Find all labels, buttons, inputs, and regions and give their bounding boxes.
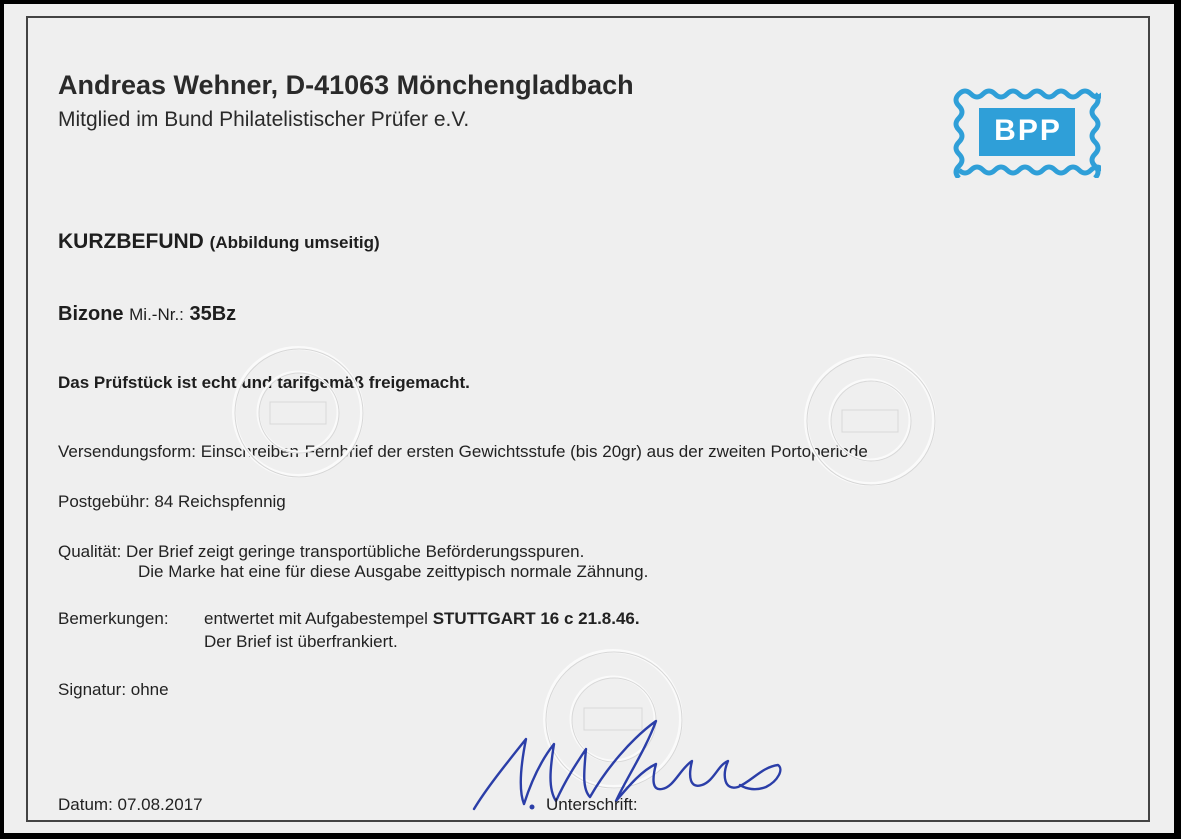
item-area: Bizone [58,303,124,325]
quality-line-2: Die Marke hat eine für diese Ausgabe zeittypisch normale Zähnung. [138,562,649,581]
quality-label: Qualität: [58,542,122,561]
finding-title [58,230,380,254]
logo-label: BPP [994,114,1062,147]
finding-title-text: KURZBEFUND [58,230,204,253]
embossed-seal-icon [228,342,368,482]
quality-line-1 [58,542,584,562]
membership-line: Mitglied im Bund Philatelistischer Prüfer e.V. [58,108,470,131]
shipping-form: Versendungsform: Einschreiben-Fernbrief der ersten Gewichtsstufe (bis 20gr) aus der zweiten Portoperiode [58,442,868,461]
examiner-name: Andreas Wehner, D-41063 Mönchengladbach [58,70,634,100]
embossed-seal-icon [800,350,940,490]
remarks-line-1 [204,609,640,629]
postage-fee: Postgebühr: 84 Reichspfennig [58,492,286,511]
signature-label: Unterschrift: [546,795,638,814]
certificate-date: Datum: 07.08.2017 [58,795,203,814]
remarks-cancellation: STUTTGART 16 c 21.8.46. [432,609,640,628]
signatur-line: Signatur: ohne [58,680,169,699]
certificate-sheet [4,4,1174,833]
quality-text-1: Der Brief zeigt geringe transportübliche Beförderungsspuren. [126,542,585,561]
item-number-label: Mi.-Nr.: [129,305,184,324]
item-number: 35Bz [189,303,237,325]
remarks-prefix: entwertet mit Aufgabestempel [204,609,428,628]
remarks-label: Bemerkungen: [58,609,169,628]
authenticity-statement: Das Prüfstück ist echt und tarifgemäß freigemacht. [58,373,470,392]
finding-note: (Abbildung umseitig) [209,233,380,252]
item-line [58,303,236,326]
remarks-line-2: Der Brief ist überfrankiert. [204,632,398,651]
